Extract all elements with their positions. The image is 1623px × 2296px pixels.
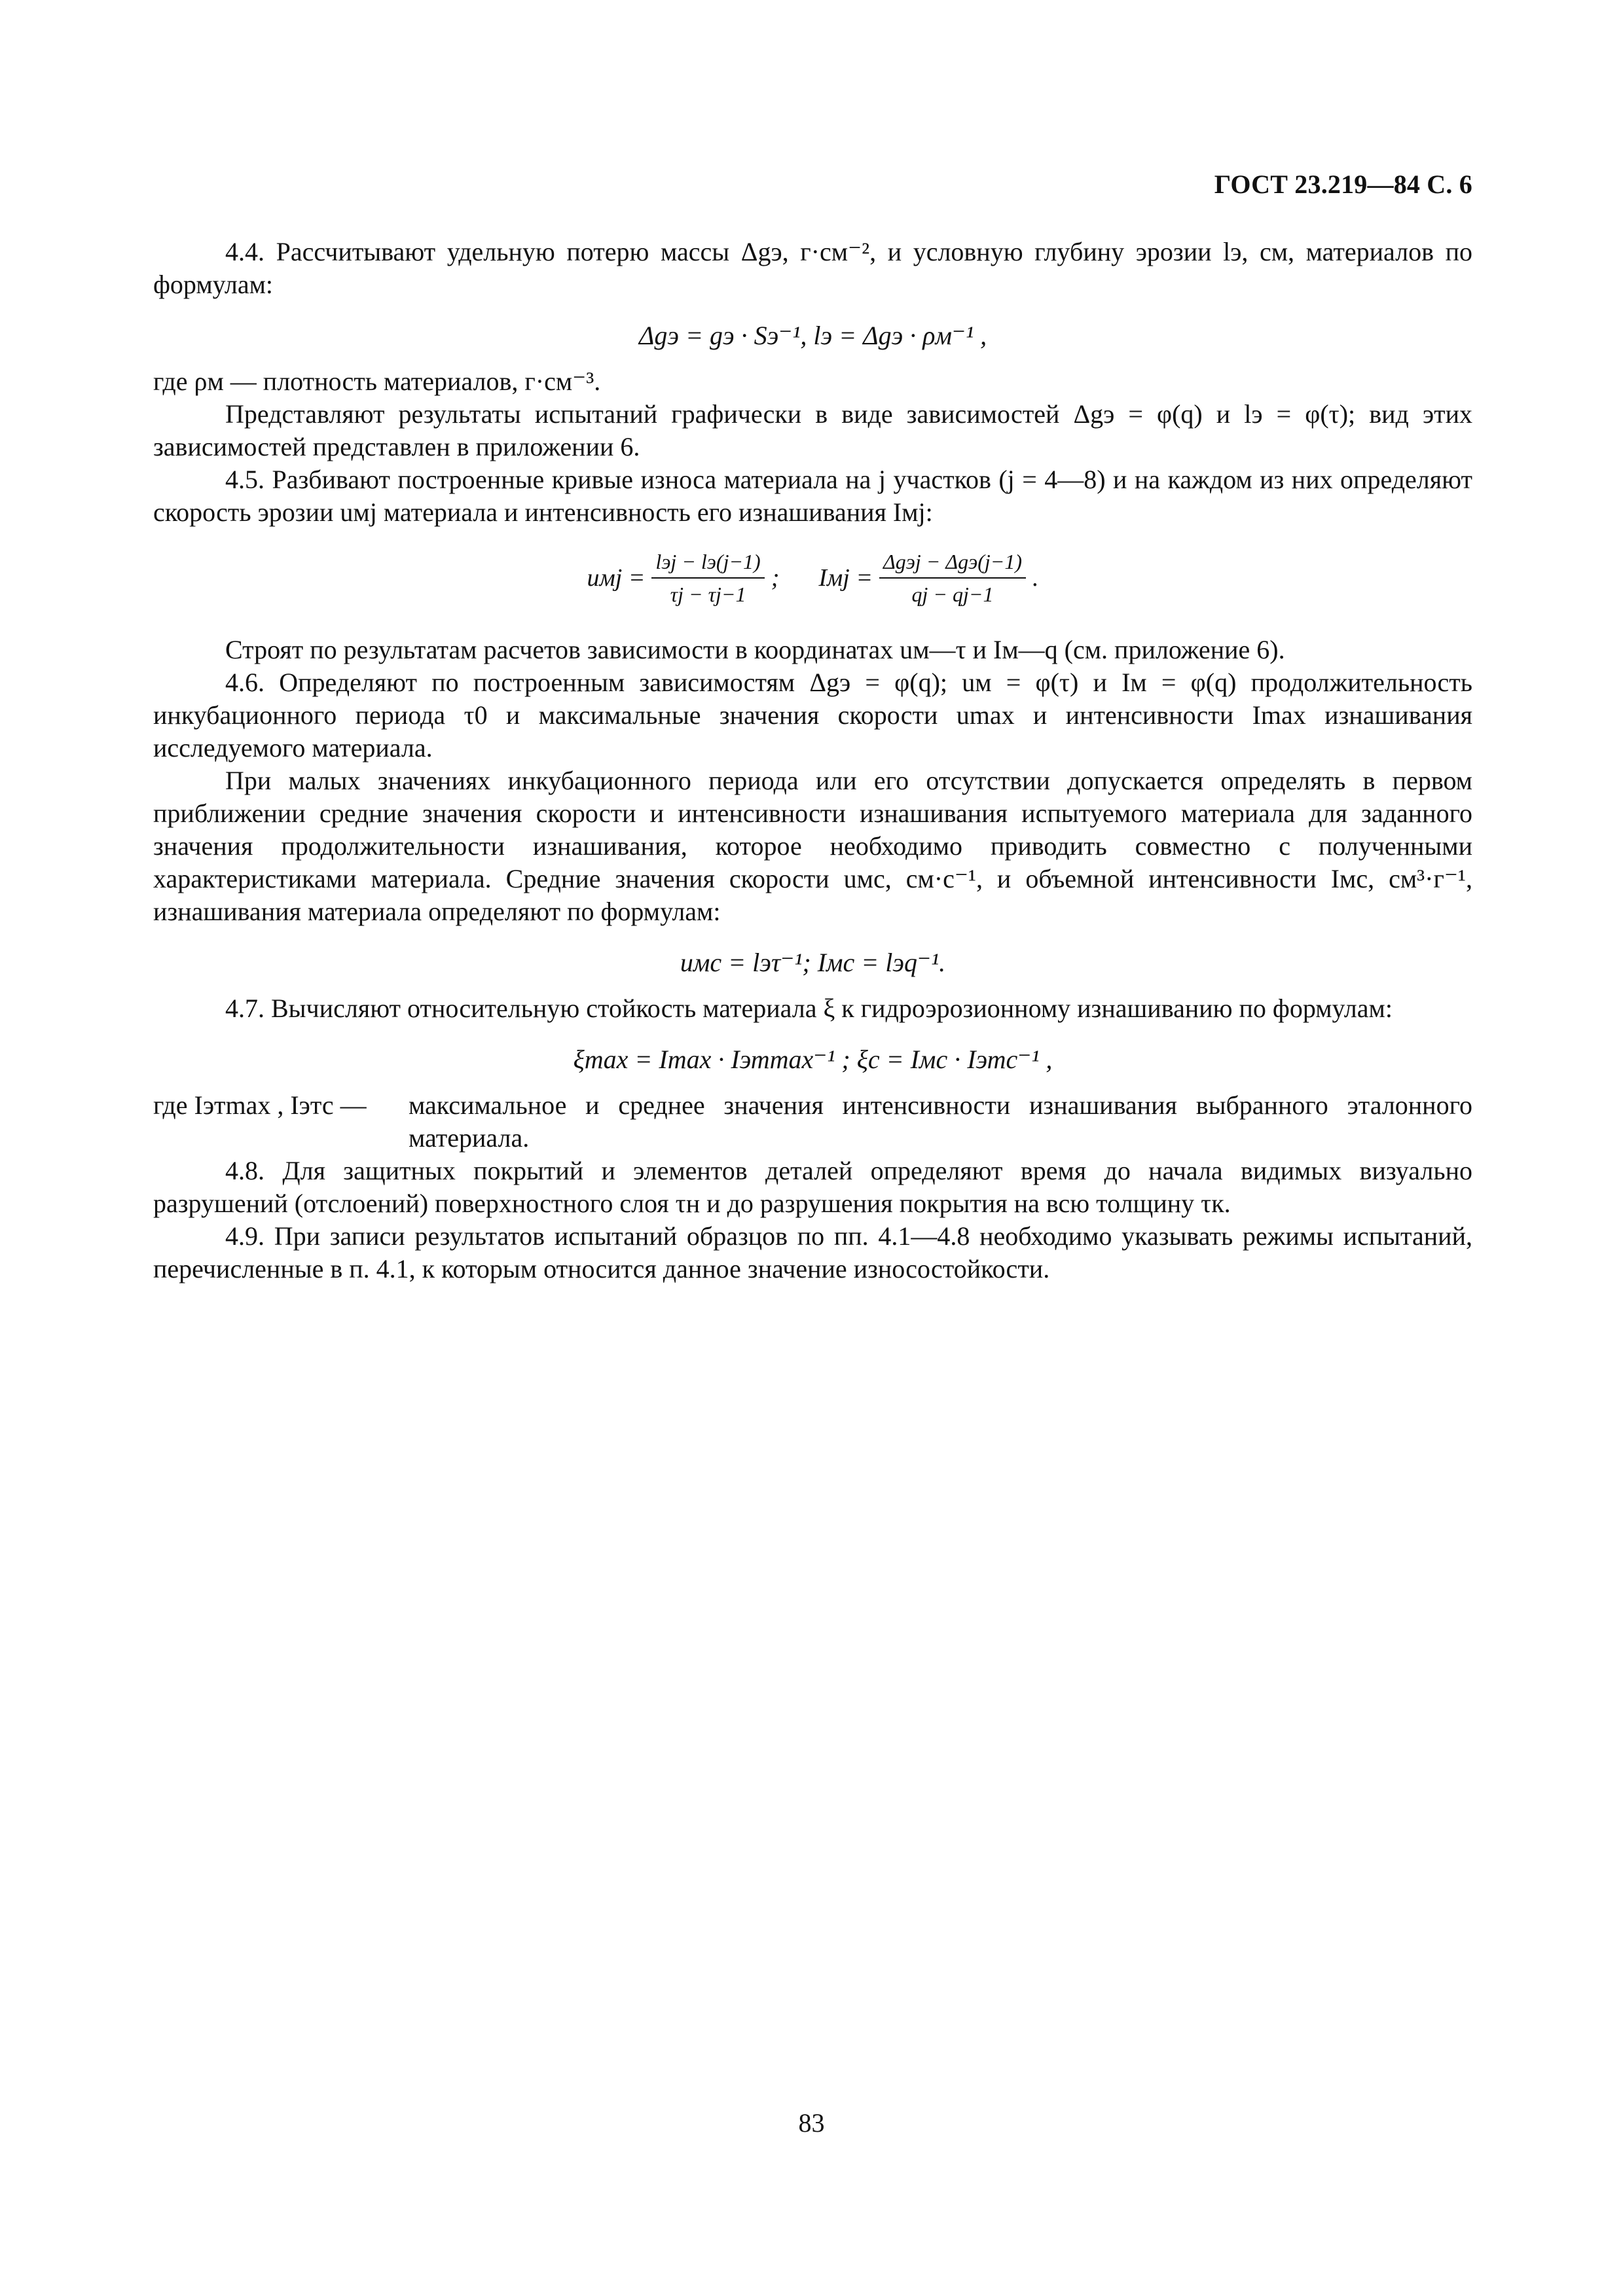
formula-i-lhs: Iмj = [818, 564, 873, 592]
formula-i-tail: . [1032, 564, 1039, 592]
fraction-i-numerator: Δgэj − Δgэ(j−1) [879, 548, 1026, 579]
formula-mass-loss: Δgэ = gэ · Sэ⁻¹, lэ = Δgэ · ρм⁻¹ , [638, 321, 987, 350]
formula-u-lhs: uмj = [587, 564, 646, 592]
paragraph-4-5: 4.5. Разбивают построенные кривые износа материала на j участков (j = 4—8) и на каждом из них определяют скорость эрозии uмj материала и интенсивность его изнашивания Iмj: [153, 465, 1472, 527]
document-body [153, 236, 1472, 1285]
fraction-i [879, 548, 1026, 607]
paragraph-graph: Представляют результаты испытаний графически в виде зависимостей Δgэ = φ(q) и lэ = φ(τ); вид этих зависимостей представлен в приложении 6. [153, 399, 1472, 461]
fraction-u [651, 548, 764, 607]
where-reference-text: максимальное и среднее значения интенсивности изнашивания выбранного эталонного материала. [409, 1090, 1472, 1153]
formula-u-tail: ; [771, 564, 780, 592]
page-number: 83 [798, 2108, 825, 2138]
paragraph-coordinates: Строят по результатам расчетов зависимости в координатах uм—τ и Iм—q (см. приложение 6). [225, 635, 1285, 664]
paragraph-4-6: 4.6. Определяют по построенным зависимостям Δgэ = φ(q); uм = φ(τ) и Iм = φ(q) продолжительность инкубационного периода τ0 и максимальные значения скорости umax и интенсивности Imax изнашивания исследуемого материала. [153, 668, 1473, 762]
formula-i-mj [818, 548, 1038, 607]
page-header: ГОСТ 23.219—84 С. 6 [1214, 170, 1472, 199]
formula-average: uмс = lэτ⁻¹; Iмс = lэq⁻¹. [680, 948, 946, 977]
fraction-u-numerator: lэj − lэ(j−1) [651, 548, 764, 579]
paragraph-4-9: 4.9. При записи результатов испытаний образцов по пп. 4.1—4.8 необходимо указывать режимы испытаний, перечисленные в п. 4.1, к которым относится данное значение износостойкости. [153, 1221, 1472, 1283]
paragraph-4-4: 4.4. Рассчитывают удельную потерю массы Δgэ, г·см⁻², и условную глубину эрозии lэ, см, материалов по формулам: [153, 237, 1472, 299]
formula-u-mj [587, 548, 779, 607]
formula-erosion-rate [153, 548, 1472, 607]
paragraph-4-8: 4.8. Для защитных покрытий и элементов деталей определяют время до начала видимых визуально разрушений (отслоений) поверхностного слоя τн и до разрушения покрытия на всю толщину τк. [153, 1156, 1472, 1218]
where-reference [153, 1089, 1472, 1155]
where-density: где ρм — плотность материалов, г·см⁻³. [153, 367, 601, 396]
paragraph-4-7: 4.7. Вычисляют относительную стойкость материала ξ к гидроэрозионному изнашиванию по формулам: [225, 994, 1393, 1023]
fraction-u-denominator: τj − τj−1 [670, 583, 746, 606]
fraction-i-denominator: qj − qj−1 [911, 583, 994, 606]
paragraph-average-values: При малых значениях инкубационного периода или его отсутствии допускается определять в первом приближении средние значения скорости и интенсивности изнашивания испытуемого материала для заданного значения продолжительности изнашивания, которое необходимо приводить совместно с полученными характеристиками материала. Средние значения скорости uмс, см·с⁻¹, и объемной интенсивности Iмс, см³·г⁻¹, изнашивания материала определяют по формулам: [153, 766, 1472, 926]
where-reference-label: где Iэтmax , Iэтс — [153, 1090, 367, 1120]
formula-resistance: ξmax = Imax · Iэтmax⁻¹ ; ξc = Iмс · Iэтс⁻¹ , [573, 1045, 1053, 1074]
